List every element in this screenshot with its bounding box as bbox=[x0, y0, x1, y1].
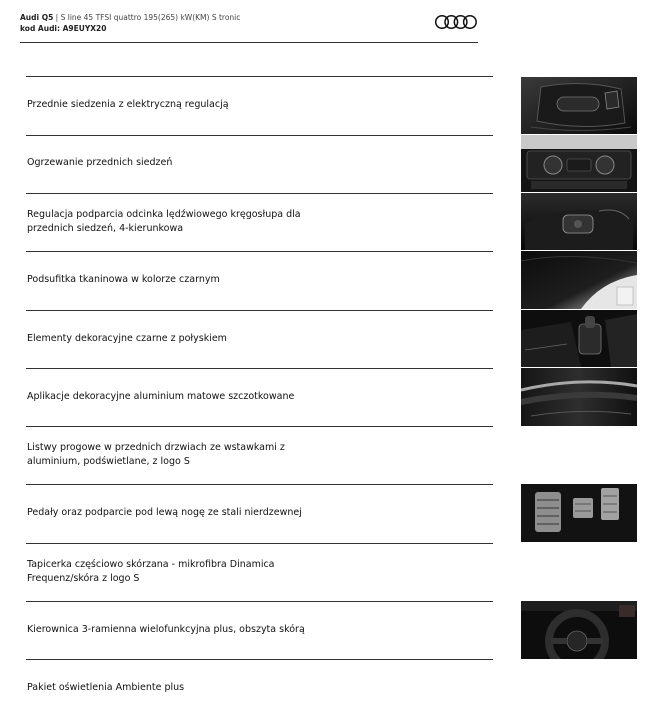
header-divider bbox=[20, 42, 478, 43]
row-divider bbox=[26, 484, 493, 485]
equipment-item bbox=[27, 98, 467, 112]
equipment-item bbox=[27, 441, 467, 469]
equipment-item bbox=[27, 156, 467, 170]
equipment-item-text-cont: aluminium, podświetlane, z logo S bbox=[27, 456, 190, 467]
row-divider bbox=[26, 543, 493, 544]
steering-wheel-photo bbox=[521, 601, 637, 659]
equipment-item-text: Regulacja podparcia odcinka lędźwiowego kręgosłupa dla bbox=[27, 209, 301, 220]
equipment-item bbox=[27, 390, 467, 404]
equipment-item-text: Kierownica 3-ramienna wielofunkcyjna plus, obszyta skórą bbox=[27, 624, 305, 635]
audi-code: kod Audi: A9EUYX20 bbox=[20, 24, 107, 33]
equipment-item bbox=[27, 623, 467, 637]
equipment-item-text-cont: przednich siedzeń, 4-kierunkowa bbox=[27, 223, 184, 234]
equipment-item-text: Pedały oraz podparcie pod lewą nogę ze stali nierdzewnej bbox=[27, 507, 302, 518]
equipment-item bbox=[27, 208, 467, 236]
equipment-item bbox=[27, 558, 467, 586]
row-divider bbox=[26, 659, 493, 660]
row-divider bbox=[26, 601, 493, 602]
row-divider bbox=[26, 251, 493, 252]
audi-four-rings-logo bbox=[434, 13, 478, 31]
equipment-item-text: Elementy dekoracyjne czarne z połyskiem bbox=[27, 333, 227, 344]
header-model-line bbox=[20, 13, 240, 22]
equipment-item bbox=[27, 332, 467, 346]
seat-adjustment-photo bbox=[521, 77, 637, 134]
row-divider bbox=[26, 76, 493, 77]
equipment-item bbox=[27, 506, 467, 520]
equipment-item-text: Tapicerka częściowo skórzana - mikrofibra Dinamica bbox=[27, 559, 275, 570]
model-spec: | S line 45 TFSI quattro 195(265) kW(KM) S tronic bbox=[53, 13, 241, 22]
row-divider bbox=[26, 368, 493, 369]
equipment-item bbox=[27, 681, 467, 695]
row-divider bbox=[26, 426, 493, 427]
brushed-aluminium-trim-photo bbox=[521, 368, 637, 426]
lumbar-control-photo bbox=[521, 193, 637, 250]
equipment-item-text: Przednie siedzenia z elektryczną regulacją bbox=[27, 99, 229, 110]
gloss-black-console-photo bbox=[521, 310, 637, 367]
row-divider bbox=[26, 193, 493, 194]
equipment-item-text: Aplikacje dekoracyjne aluminium matowe szczotkowane bbox=[27, 391, 295, 402]
headliner-photo bbox=[521, 251, 637, 309]
row-divider bbox=[26, 310, 493, 311]
row-divider bbox=[26, 135, 493, 136]
equipment-item bbox=[27, 273, 467, 287]
equipment-item-text: Podsufitka tkaninowa w kolorze czarnym bbox=[27, 274, 220, 285]
equipment-item-text: Ogrzewanie przednich siedzeń bbox=[27, 157, 173, 168]
equipment-item-text: Pakiet oświetlenia Ambiente plus bbox=[27, 682, 185, 693]
pedals-photo bbox=[521, 484, 637, 542]
document-header bbox=[20, 13, 478, 43]
model-name: Audi Q5 bbox=[20, 13, 54, 22]
equipment-item-text-cont: Frequenz/skóra z logo S bbox=[27, 573, 140, 584]
climate-panel-photo bbox=[521, 135, 637, 192]
equipment-item-text: Listwy progowe w przednich drzwiach ze wstawkami z bbox=[27, 442, 285, 453]
